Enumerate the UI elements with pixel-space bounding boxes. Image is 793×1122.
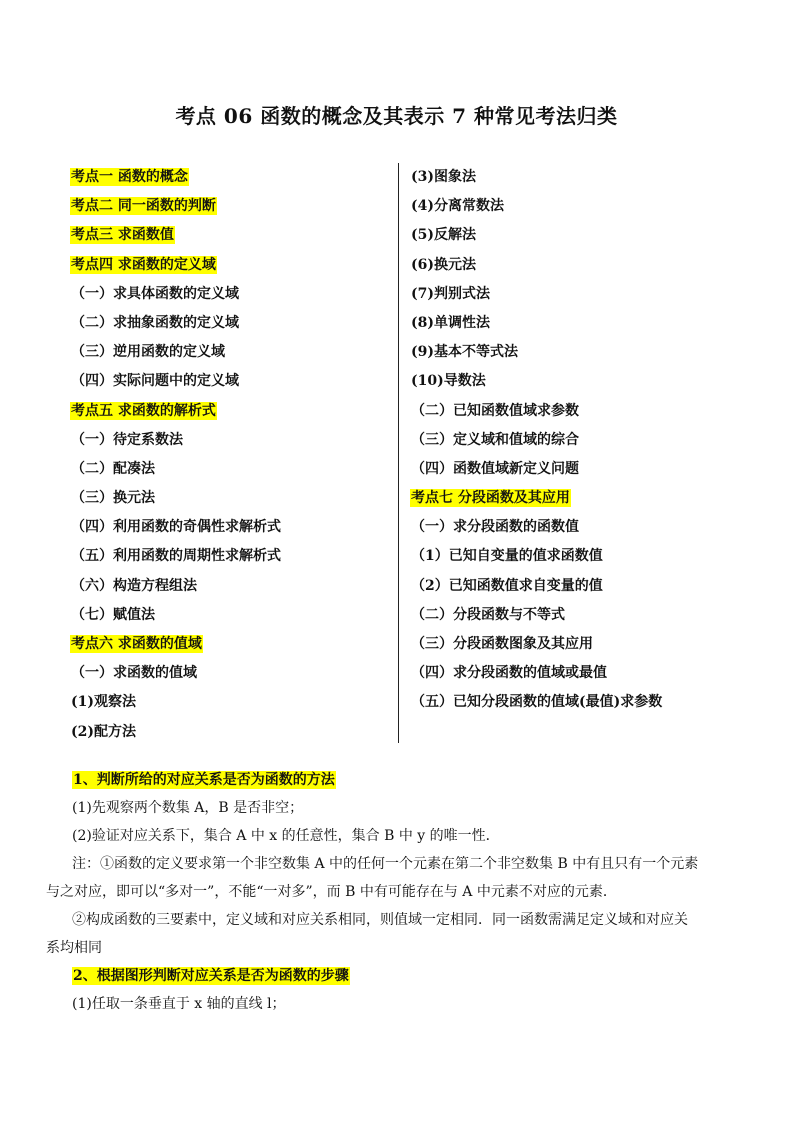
- toc-right-item-text: (8)单调性法: [411, 314, 490, 331]
- toc-left-item-text: （二）配凑法: [71, 460, 155, 477]
- toc-left-item-text: (1)观察法: [71, 694, 136, 711]
- toc-right-item-text: （2）已知函数值求自变量的值: [411, 577, 603, 594]
- toc-left-item-text: （六）构造方程组法: [71, 577, 197, 594]
- toc-left-item-text: （三）逆用函数的定义域: [71, 344, 225, 361]
- toc-right-item: [410, 399, 750, 428]
- toc-left-item: [70, 340, 390, 369]
- toc-left-item: [70, 515, 390, 544]
- toc-right-item-text: （五）已知分段函数的值域(最值)求参数: [411, 694, 663, 711]
- toc-left-item-text: （五）利用函数的周期性求解析式: [71, 548, 281, 565]
- note-line-3: 注：①函数的定义要求第一个非空数集 A 中的任何一个元素在第二个非空数集 B 中有且只有一个元素: [72, 856, 699, 872]
- toc-right-item: [410, 369, 750, 398]
- toc-left-item-text: 考点二 同一函数的判断: [71, 198, 216, 215]
- toc-right-item-text: （四）函数值域新定义问题: [411, 460, 579, 477]
- toc-right-item-text: （三）定义域和值域的综合: [411, 431, 579, 448]
- toc-left-item: [70, 165, 390, 194]
- toc-right-item: [410, 340, 750, 369]
- toc-left-item: [70, 369, 390, 398]
- toc-right-item-text: 考点七 分段函数及其应用: [411, 490, 570, 507]
- toc-left-item: [70, 690, 390, 719]
- toc-left-item-text: （一）求具体函数的定义域: [71, 285, 239, 302]
- toc-right-item-text: (7)判别式法: [411, 285, 490, 302]
- toc-right-item-text: （四）求分段函数的值域或最值: [411, 665, 607, 682]
- toc-left-item-text: (2)配方法: [71, 723, 136, 740]
- note-heading-2: [72, 962, 724, 990]
- toc-right-item-text: （一）求分段函数的函数值: [411, 519, 579, 536]
- toc-right-item: [410, 690, 750, 719]
- note-line-6: 系均相同: [46, 940, 102, 956]
- toc-right-item: [410, 574, 750, 603]
- toc-left-item: [70, 544, 390, 573]
- toc-right-item-text: (6)换元法: [411, 256, 476, 273]
- toc-left-item-text: （二）求抽象函数的定义域: [71, 314, 239, 331]
- toc-right-item: [410, 311, 750, 340]
- toc-left-item: [70, 632, 390, 661]
- toc-right-item: [410, 223, 750, 252]
- note-line-7: (1)任取一条垂直于 x 轴的直线 l；: [72, 996, 286, 1012]
- toc-right-item-text: （1）已知自变量的值求函数值: [411, 548, 603, 565]
- toc-right-column: [410, 165, 750, 720]
- column-divider: [398, 163, 399, 743]
- note-heading-2-text: 2、根据图形判断对应关系是否为函数的步骤: [73, 968, 349, 984]
- toc-right-item-text: （二）已知函数值域求参数: [411, 402, 579, 419]
- toc-right-item-text: （二）分段函数与不等式: [411, 606, 565, 623]
- toc-right-item: [410, 486, 750, 515]
- toc-left-item: [70, 428, 390, 457]
- toc-right-item: [410, 165, 750, 194]
- toc-right-item: [410, 253, 750, 282]
- toc-left-item-text: 考点四 求函数的定义域: [71, 256, 216, 273]
- toc-right-item: [410, 661, 750, 690]
- toc-left-item: [70, 486, 390, 515]
- toc-left-item-text: 考点五 求函数的解析式: [71, 402, 216, 419]
- toc-left-item: [70, 399, 390, 428]
- toc-right-item-text: (4)分离常数法: [411, 198, 504, 215]
- toc-right-item: [410, 282, 750, 311]
- toc-right-item: [410, 428, 750, 457]
- toc-right-item: [410, 632, 750, 661]
- toc-left-item: [70, 574, 390, 603]
- toc-left-item: [70, 603, 390, 632]
- toc-left-item-text: 考点六 求函数的值域: [71, 636, 202, 652]
- toc-right-item: [410, 544, 750, 573]
- toc-left-item: [70, 194, 390, 223]
- toc-right-item-text: (5)反解法: [411, 227, 476, 244]
- toc-right-item-text: (9)基本不等式法: [411, 344, 518, 361]
- note-heading-1-text: 1、判断所给的对应关系是否为函数的方法: [73, 772, 335, 788]
- toc-right-item: [410, 603, 750, 632]
- toc-left-item: [70, 720, 390, 749]
- toc-right-item: [410, 457, 750, 486]
- toc-right-item: [410, 194, 750, 223]
- toc-left-item-text: 考点三 求函数值: [71, 227, 174, 244]
- toc-left-column: [70, 165, 390, 749]
- toc-left-item-text: （七）赋值法: [71, 606, 155, 623]
- notes-section: [46, 766, 724, 1018]
- toc-right-item-text: (10)导数法: [411, 373, 486, 390]
- toc-left-item: [70, 311, 390, 340]
- toc-left-item: [70, 282, 390, 311]
- toc-left-item-text: （四）利用函数的奇偶性求解析式: [71, 519, 281, 536]
- toc-left-item: [70, 253, 390, 282]
- note-line-1: (1)先观察两个数集 A，B 是否非空；: [72, 800, 304, 816]
- toc-right-item: [410, 515, 750, 544]
- note-line-2: (2)验证对应关系下，集合 A 中 x 的任意性，集合 B 中 y 的唯一性．: [72, 828, 500, 844]
- toc-left-item-text: （三）换元法: [71, 490, 155, 507]
- toc-left-item: [70, 457, 390, 486]
- toc-left-item: [70, 661, 390, 690]
- note-heading-1: [72, 766, 724, 794]
- toc-left-item-text: 考点一 函数的概念: [71, 169, 188, 185]
- note-line-5: ②构成函数的三要素中，定义域和对应关系相同，则值域一定相同．同一函数需满足定义域和对应关: [72, 912, 688, 928]
- toc-right-item-text: (3)图象法: [411, 169, 476, 185]
- toc-right-item-text: （三）分段函数图象及其应用: [411, 636, 593, 652]
- toc-left-item-text: （一）求函数的值域: [71, 665, 197, 682]
- toc-left-item-text: （四）实际问题中的定义域: [71, 373, 239, 390]
- note-line-4: 与之对应，即可以“多对一”，不能“一对多”，而 B 中有可能存在与 A 中元素不对应的元素．: [46, 884, 617, 900]
- toc-left-item-text: （一）待定系数法: [71, 431, 183, 448]
- toc-left-item: [70, 223, 390, 252]
- page-title: 考点 06 函数的概念及其表示 7 种常见考法归类: [175, 104, 618, 128]
